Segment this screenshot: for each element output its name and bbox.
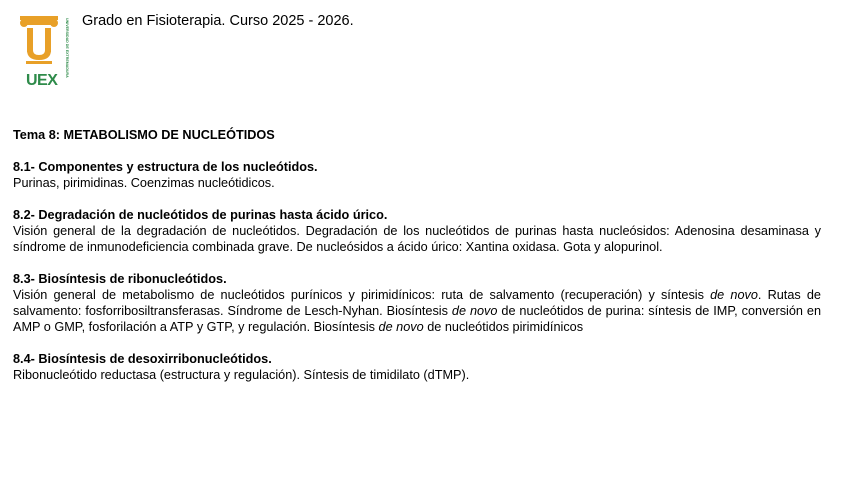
syllabus-content [13,127,821,399]
body-italic-text: de novo [451,304,498,318]
section-8-4 [13,351,821,383]
logo-letters: UEX [26,72,58,89]
body-italic-text: de novo [378,320,424,334]
body-text: Visión general de metabolismo de nucleótidos purínicos y pirimidínicos: ruta de salvamento (recuperación) y síntesis [13,288,711,302]
section-title: 8.1- Componentes y estructura de los nucleótidos. [13,160,318,174]
section-body: Visión general de la degradación de nucleótidos. Degradación de los nucleótidos de purinas hasta nucleósidos: Adenosina desaminasa y síndrome de inmunodeficiencia combinada grave. De nucleósidos a ácido úrico: Xantina oxidasa. Gota y alopurinol. [13,224,821,254]
section-title: 8.2- Degradación de nucleótidos de purinas hasta ácido úrico. [13,208,388,222]
section-title: 8.3- Biosíntesis de ribonucleótidos. [13,272,227,286]
section-body [13,287,821,335]
body-text: . Rutas de salvamento: fosforribosiltransferasas. Síndrome de Lesch-Nyhan. Biosíntesis [13,288,821,318]
body-italic-text: de novo [710,288,758,302]
uex-university-logo-icon [18,14,74,90]
course-title: Grado en Fisioterapia. Curso 2025 - 2026. [82,13,354,29]
section-8-1 [13,159,821,191]
section-body: Purinas, pirimidinas. Coenzimas nucleótidicos. [13,176,275,190]
section-8-3 [13,271,821,335]
uex-logo [18,14,74,90]
body-text: de nucleótidos de purina: síntesis de IMP, conversión en AMP o GMP, fosforilación a ATP y GTP, y regulación. Biosíntesis [13,304,822,334]
logo-side-text: UNIVERSIDAD DE EXTREMADURA [65,18,69,78]
section-title: 8.4- Biosíntesis de desoxirribonucleótidos. [13,352,272,366]
section-body: Ribonucleótido reductasa (estructura y regulación). Síntesis de timidilato (dTMP). [13,368,470,382]
topic-title: Tema 8: METABOLISMO DE NUCLEÓTIDOS [13,128,275,142]
section-8-2 [13,207,821,255]
body-text: de nucleótidos pirimidínicos [423,320,584,334]
